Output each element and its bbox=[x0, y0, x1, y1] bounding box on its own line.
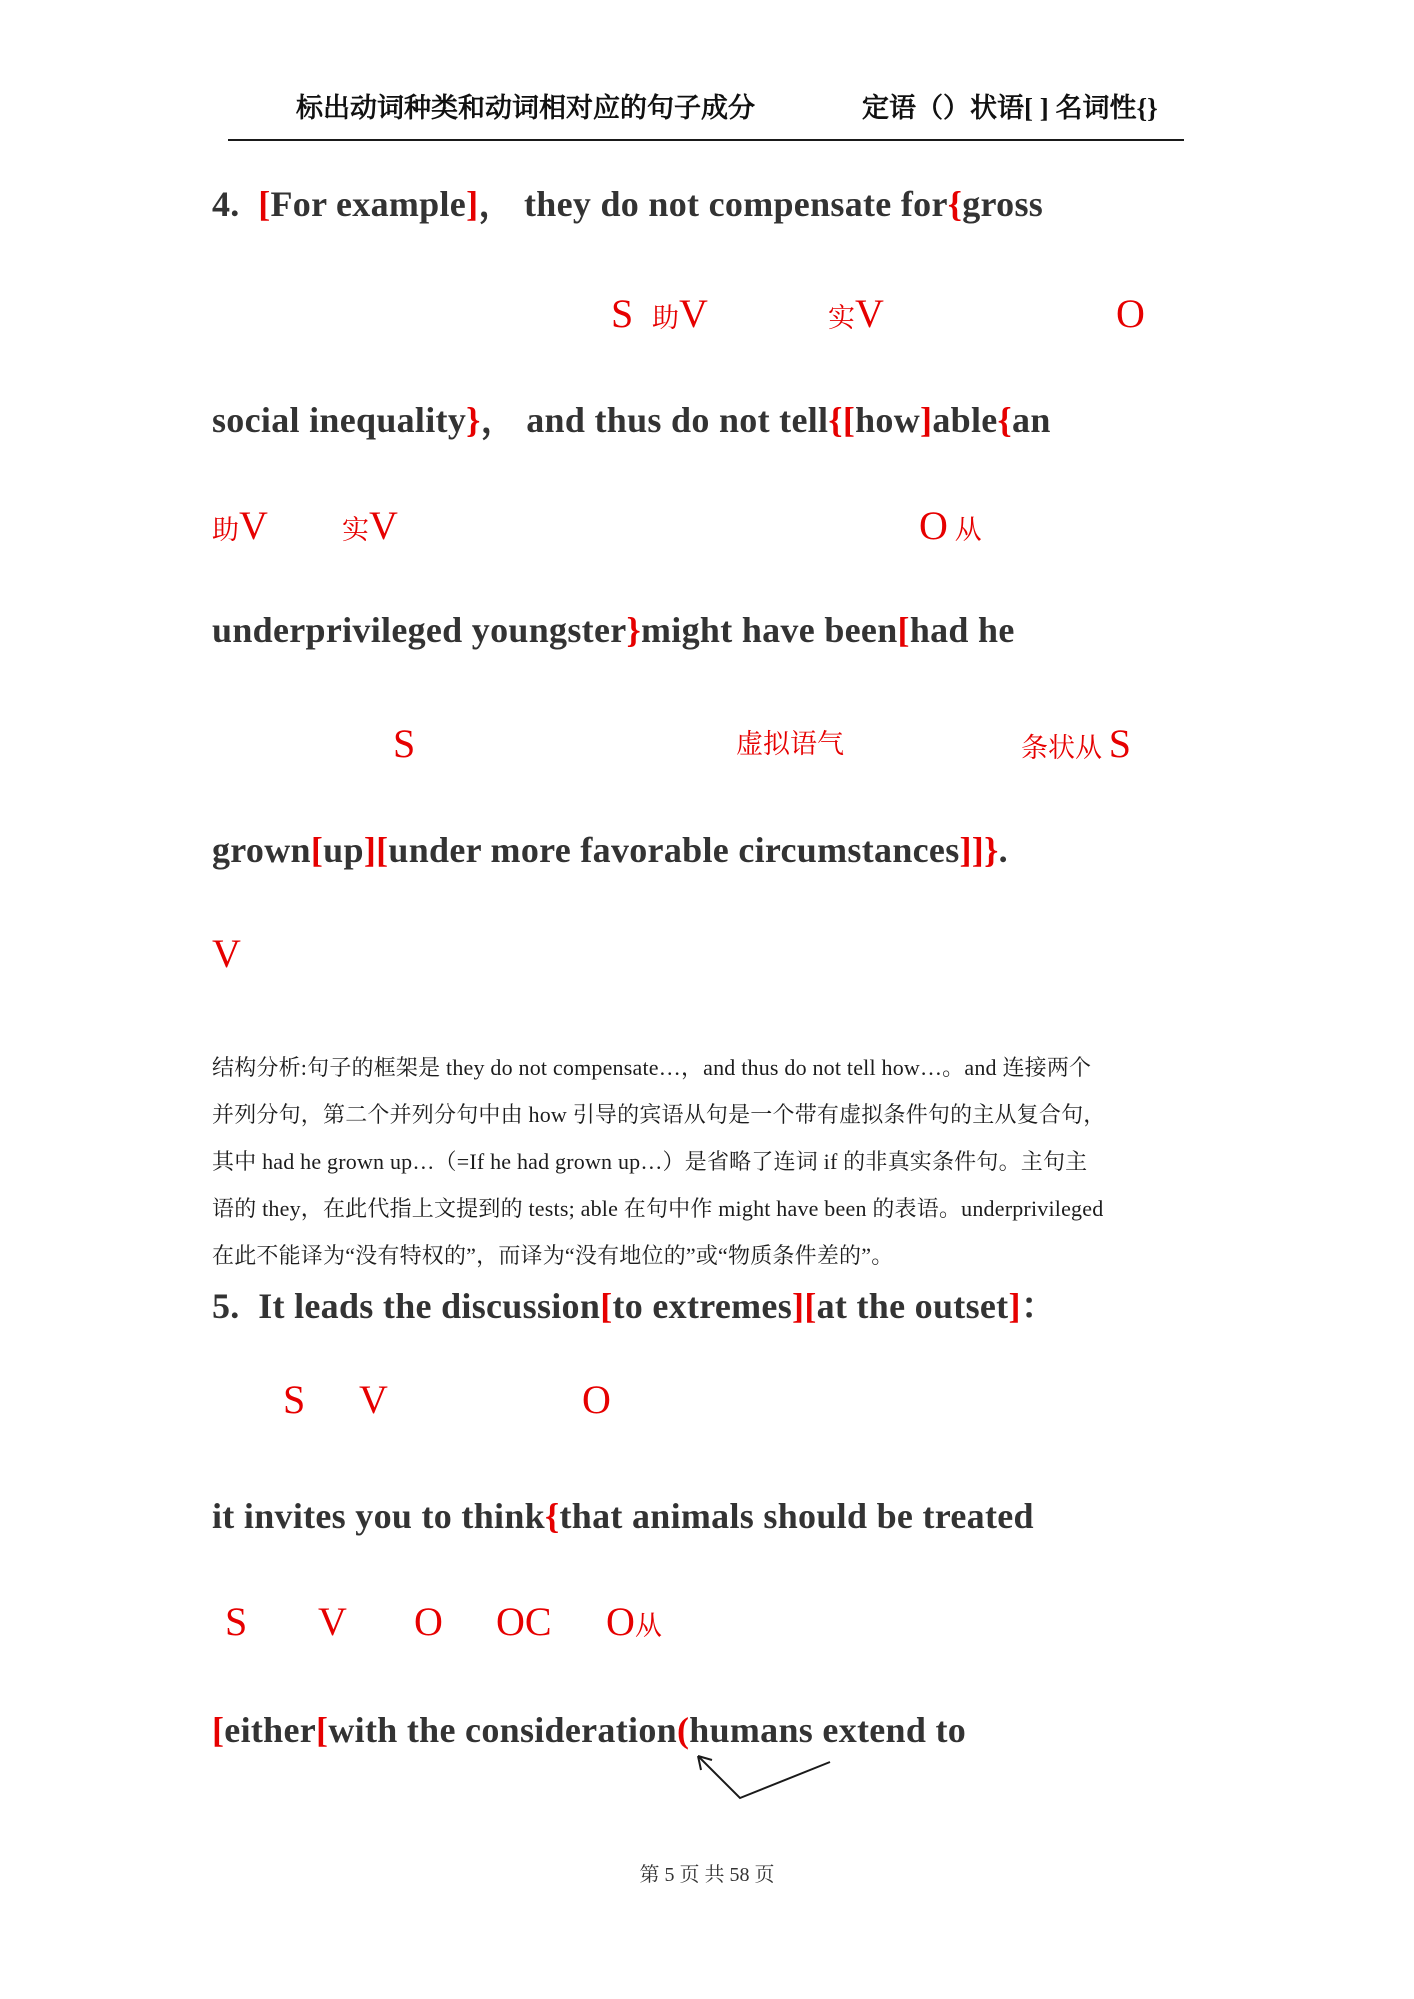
sentence-text: with the consideration bbox=[328, 1710, 677, 1750]
sentence-text: under more favorable circumstances bbox=[388, 830, 960, 870]
sentence-text: how bbox=[855, 400, 921, 440]
sentence-text: up bbox=[323, 830, 364, 870]
bracket-mark: ]]} bbox=[959, 830, 999, 870]
s4-line3 bbox=[212, 608, 1207, 653]
sentence-text: ： bbox=[1020, 1286, 1058, 1326]
s4-ann3 bbox=[212, 722, 1207, 772]
sentence-text: ， and thus do not tell bbox=[480, 400, 829, 440]
sentence-text: at the outset bbox=[816, 1286, 1009, 1326]
bracket-mark: [ bbox=[212, 1710, 225, 1750]
bracket-mark: {[ bbox=[828, 400, 856, 440]
grammar-label: V bbox=[318, 1599, 347, 1644]
analysis-line: 在此不能译为“没有特权的”，而译为“没有地位的”或“物质条件差的”。 bbox=[212, 1243, 894, 1268]
sentence-text: it invites you to think bbox=[212, 1496, 545, 1536]
s4-analysis bbox=[212, 1044, 1207, 1279]
s5-line2 bbox=[212, 1494, 1207, 1539]
sentence-text: humans extend to bbox=[689, 1710, 967, 1750]
bracket-mark: { bbox=[544, 1496, 560, 1536]
grammar-label: O bbox=[1116, 291, 1145, 336]
grammar-label: 助V bbox=[212, 503, 268, 548]
grammar-label: 实V bbox=[828, 291, 884, 336]
s5-line1 bbox=[212, 1284, 1207, 1329]
bracket-mark: ] bbox=[1008, 1286, 1021, 1326]
sentence-text: grown bbox=[212, 830, 311, 870]
analysis-line: 并列分句，第二个并列分句中由 how 引导的宾语从句是一个带有虚拟条件句的主从复合句， bbox=[212, 1102, 1106, 1127]
grammar-label: 助V bbox=[652, 291, 708, 336]
grammar-label: S bbox=[611, 291, 634, 336]
s5-ann2 bbox=[212, 1600, 1207, 1650]
header-divider bbox=[228, 139, 1184, 141]
sentence-text: For example bbox=[270, 184, 467, 224]
grammar-label: O bbox=[414, 1599, 443, 1644]
grammar-label: O bbox=[582, 1377, 611, 1422]
grammar-label: OC bbox=[496, 1599, 552, 1644]
bracket-mark: [ bbox=[258, 184, 271, 224]
grammar-label: 实V bbox=[342, 503, 398, 548]
header-legend: 定语（）状语[ ] 名词性{} bbox=[862, 93, 1158, 123]
bracket-mark: ][ bbox=[792, 1286, 817, 1326]
sentence-text: might have been bbox=[641, 610, 898, 650]
s4-line1 bbox=[212, 182, 1207, 227]
bracket-mark: [ bbox=[600, 1286, 613, 1326]
sentence-text: gross bbox=[962, 184, 1044, 224]
bracket-mark: } bbox=[626, 610, 642, 650]
sentence-text: either bbox=[224, 1710, 317, 1750]
sentence-text: an bbox=[1012, 400, 1051, 440]
sentence-text: had he bbox=[909, 610, 1015, 650]
bracket-mark: ( bbox=[676, 1710, 690, 1750]
bracket-mark: [ bbox=[897, 610, 910, 650]
sentence-text: ， they do not compensate for bbox=[478, 184, 948, 224]
sentence-text: to extremes bbox=[612, 1286, 793, 1326]
s4-ann4 bbox=[212, 932, 1207, 982]
analysis-line: 其中 had he grown up…（=If he had grown up…）是省略了连词 if 的非真实条件句。主句主 bbox=[212, 1149, 1088, 1174]
analysis-line: 语的 they，在此代指上文提到的 tests; able 在句中作 might have been 的表语。underprivileged bbox=[212, 1196, 1104, 1221]
bracket-mark: [ bbox=[310, 830, 324, 870]
hand-drawn-arrow-icon bbox=[686, 1748, 846, 1810]
analysis-line: 结构分析:句子的框架是 they do not compensate…，and thus do not tell how…。and 连接两个 bbox=[212, 1055, 1092, 1080]
s4-line4 bbox=[212, 828, 1207, 873]
sentence-text: 4. bbox=[212, 184, 259, 224]
grammar-label: S bbox=[225, 1599, 248, 1644]
bracket-mark: { bbox=[997, 400, 1013, 440]
sentence-text: able bbox=[932, 400, 998, 440]
grammar-label: O从 bbox=[606, 1599, 662, 1644]
bracket-mark: ][ bbox=[363, 830, 389, 870]
bracket-mark: } bbox=[466, 400, 481, 440]
bracket-mark: ] bbox=[920, 400, 933, 440]
sentence-text: underprivileged youngster bbox=[212, 610, 627, 650]
bracket-mark: [ bbox=[316, 1710, 329, 1750]
s5-ann1 bbox=[212, 1378, 1207, 1428]
grammar-label: V bbox=[212, 931, 241, 976]
sentence-text: social inequality bbox=[212, 400, 467, 440]
grammar-label: 条状从 S bbox=[1021, 721, 1131, 766]
grammar-label: V bbox=[359, 1377, 388, 1422]
s4-ann1 bbox=[212, 292, 1207, 342]
grammar-label: O 从 bbox=[919, 503, 982, 548]
sentence-text: . bbox=[998, 830, 1008, 870]
s4-ann2 bbox=[212, 504, 1207, 554]
bracket-mark: { bbox=[947, 184, 963, 224]
page-number: 第 5 页 共 58 页 bbox=[639, 1864, 775, 1886]
header-left-title: 标出动词种类和动词相对应的句子成分 bbox=[296, 93, 755, 123]
bracket-mark: ] bbox=[466, 184, 479, 224]
grammar-label: 虚拟语气 bbox=[736, 729, 844, 759]
sentence-text: that animals should be treated bbox=[559, 1496, 1034, 1536]
s5-line3 bbox=[212, 1708, 1207, 1753]
grammar-label: S bbox=[393, 721, 416, 766]
s4-line2 bbox=[212, 398, 1207, 443]
grammar-label: S bbox=[283, 1377, 306, 1422]
sentence-text: 5. It leads the discussion bbox=[212, 1286, 601, 1326]
